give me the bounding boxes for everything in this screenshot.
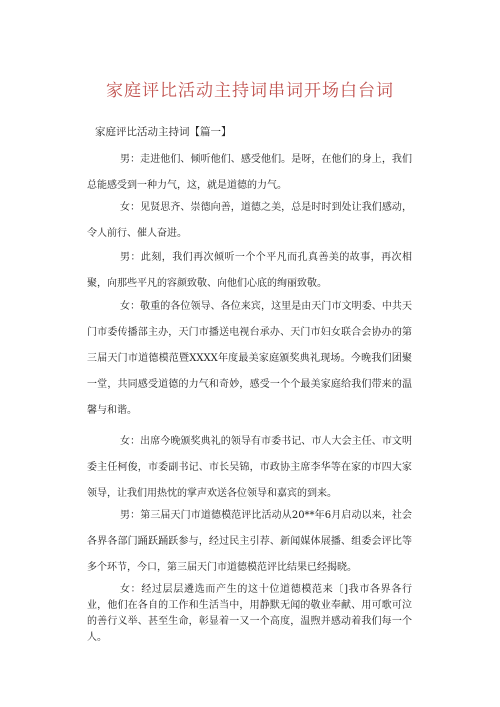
paragraph-6: 男：第三届天门市道德模范评比活动从20**年6月启动以来，社会各界各部门踊跃踊跃参与，经过民主引荐、新闻媒体展播、组委会评比等多个环节，今口，第三届天门市道德模范评比结果已经揭晓。 bbox=[87, 510, 412, 573]
paragraph-4: 女：敬重的各位领导、各位来宾，这里是由天门市文明委、中共天门市委传播部主办，天门市播送电视台承办、天门市妇女联合会协办的第三届天门市道德模范暨XXXX年度最美家庭颁奖典礼现场。今晚我们团聚一堂，共同感受道德的力气和奇妙，感受一个个最美家庭给我们带来的温馨与和谐。 bbox=[87, 301, 412, 416]
document-title: 家庭评比活动主持词串词开场白台词 bbox=[106, 81, 394, 101]
paragraph-2: 女：见贤思齐、崇德向善，道德之美，总是时时到处让我们感动，令人前行、催人奋进。 bbox=[87, 202, 412, 239]
paragraph-7: 女：经过层层遴选而产生的这十位道德模范来〔]我市各界各行业，他们在各自的工作和生活当中，用静默无闻的敬业奉献、用可歌可泣的善行义举、甚至生命，彰显着一又一个高度，温煦并感动着我们每一个人。 bbox=[87, 584, 412, 643]
paragraph-1: 男：走进他们、倾听他们、感受他们。是呀，在他们的身上，我们总能感受到一种力气，这，就是道德的力气。 bbox=[87, 154, 412, 191]
section-heading: 家庭评比活动主持词【篇一】 bbox=[95, 126, 232, 138]
paragraph-5: 女：出席今晚颁奖典礼的领导有市委书记、市人大会主任、市文明委主任柯俊，市委副书记、市长吴锦，市政协主席李华等在家的市四大家领导，让我们用热忱的掌声欢送各位领导和嘉宾的到来。 bbox=[87, 436, 412, 499]
paragraph-3: 男：此刻，我们再次倾听一个个平凡而孔真善美的故事，再次相聚，向那些平凡的容颜致敬、向他们心底的绚丽致敬。 bbox=[87, 252, 412, 289]
